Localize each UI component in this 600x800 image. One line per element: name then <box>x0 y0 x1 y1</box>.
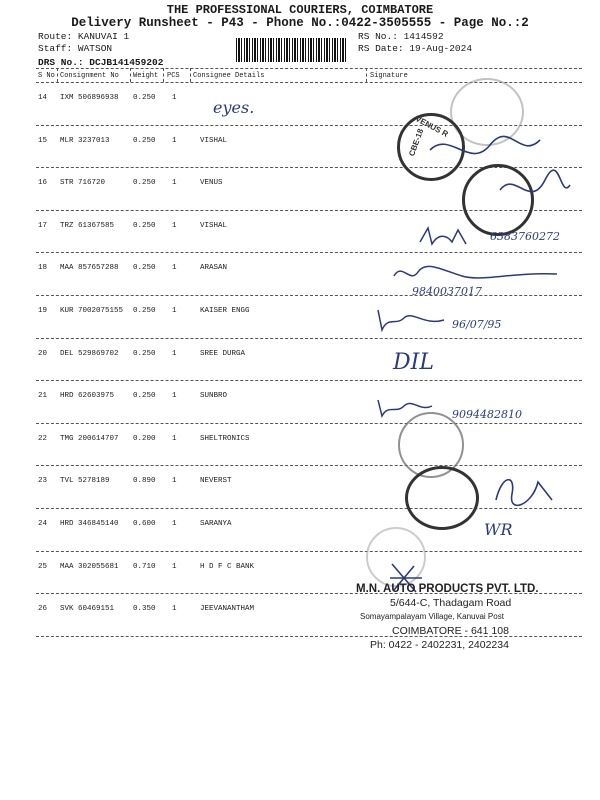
row-pcs: 1 <box>172 264 177 273</box>
row-consignee: KAISER ENGG <box>200 307 250 315</box>
row-weight: 0.350 <box>133 605 156 614</box>
initials-row20: DIL <box>393 350 434 375</box>
row-divider <box>36 252 582 253</box>
row-sno: 17 <box>38 221 48 230</box>
row-divider <box>36 338 582 339</box>
row-weight: 0.890 <box>133 477 156 486</box>
row-consignment-no: IXM 506896938 <box>60 94 119 102</box>
row-weight: 0.250 <box>133 179 156 188</box>
row-pcs: 1 <box>172 392 177 401</box>
row-pcs: 1 <box>172 562 177 571</box>
company-stamp-addr1: 5/644-C, Thadagam Road <box>390 597 512 609</box>
header-divider-top <box>36 68 582 69</box>
table-row <box>0 340 600 383</box>
row-pcs: 1 <box>172 307 177 315</box>
row-sno: 22 <box>38 434 48 443</box>
row-consignee: VENUS <box>200 179 223 188</box>
company-stamp-phone: Ph: 0422 - 2402231, 2402234 <box>370 639 509 651</box>
row-consignment-no: TMG 200614707 <box>60 434 119 443</box>
row-weight: 0.250 <box>133 264 156 273</box>
row-divider <box>36 465 582 466</box>
row-weight: 0.250 <box>133 392 156 401</box>
row-divider <box>36 423 582 424</box>
route-info <box>38 31 163 69</box>
row-weight: 0.200 <box>133 434 156 443</box>
row-sno: 20 <box>38 349 48 358</box>
row-consignment-no: MLR 3237013 <box>60 136 110 145</box>
row-consignee: JEEVANANTHAM <box>200 605 255 614</box>
row-consignment-no: MAA 857657288 <box>60 264 119 273</box>
row-pcs: 1 <box>172 179 177 188</box>
row-consignee: H D F C BANK <box>200 562 255 571</box>
row-consignment-no: KUR 7002075155 <box>60 307 124 315</box>
row-pcs: 1 <box>172 349 177 358</box>
table-row <box>0 297 600 340</box>
row-pcs: 1 <box>172 94 177 102</box>
row-consignment-no: DEL 529869702 <box>60 349 119 358</box>
row-pcs: 1 <box>172 136 177 145</box>
runsheet-header <box>0 4 600 30</box>
row-sno: 16 <box>38 179 48 188</box>
col-sep <box>57 68 58 82</box>
row-pcs: 1 <box>172 434 177 443</box>
row-sno: 14 <box>38 94 48 102</box>
row-divider <box>36 295 582 296</box>
row-sno: 24 <box>38 520 48 528</box>
row-sno: 26 <box>38 605 48 614</box>
col-pcs: PCS <box>167 72 180 80</box>
handwriting-row14: eyes. <box>213 98 255 117</box>
signature-row17 <box>418 224 498 250</box>
row-consignee: SHELTRONICS <box>200 434 250 443</box>
cbe-stamp-text: CBE-18 <box>407 127 426 158</box>
row-consignee: VISHAL <box>200 221 228 230</box>
rs-number: RS No.: 1414592 <box>358 31 444 42</box>
row-weight: 0.250 <box>133 307 156 315</box>
row-weight: 0.250 <box>133 221 156 230</box>
row-consignee: SREE DURGA <box>200 349 246 358</box>
col-weight: Weight <box>133 72 159 80</box>
rs-date: RS Date: 19-Aug-2024 <box>358 43 473 54</box>
venus-stamp-text: VENUS R <box>413 114 450 139</box>
company-title: THE PROFESSIONAL COURIERS, COIMBATORE <box>166 3 434 17</box>
row-weight: 0.250 <box>133 136 156 145</box>
row-consignee: SUNBRO <box>200 392 228 401</box>
row-sno: 19 <box>38 307 48 315</box>
company-address-stamp <box>356 582 539 652</box>
drs-number: DRS No.: DCJB141459202 <box>38 57 164 68</box>
row-pcs: 1 <box>172 477 177 486</box>
row-consignment-no: TVL 5278189 <box>60 477 110 486</box>
row-sno: 21 <box>38 392 48 401</box>
row-weight: 0.250 <box>133 349 156 358</box>
row-weight: 0.710 <box>133 562 156 571</box>
row-pcs: 1 <box>172 221 177 230</box>
row-consignee: ARASAN <box>200 264 228 273</box>
row-consignment-no: TRZ 61367585 <box>60 221 115 230</box>
row-divider <box>36 551 582 552</box>
col-signature: Signature <box>370 72 408 80</box>
company-stamp-name: M.N. AUTO PRODUCTS PVT. LTD. <box>356 583 539 595</box>
row-consignment-no: SVK 60469151 <box>60 605 115 614</box>
phone-row17: 6383760272 <box>490 230 560 243</box>
row-pcs: 1 <box>172 520 177 528</box>
row-sno: 23 <box>38 477 48 486</box>
company-stamp-city: COIMBATORE - 641 108 <box>392 625 509 637</box>
col-sep <box>130 68 131 82</box>
row-consignee: SARANYA <box>200 520 232 528</box>
row-consignment-no: STR 716720 <box>60 179 106 188</box>
row-sno: 25 <box>38 562 48 571</box>
col-sep <box>190 68 191 82</box>
row-sno: 18 <box>38 264 48 273</box>
signature-row23 <box>492 470 562 510</box>
row-weight: 0.250 <box>133 94 156 102</box>
row-consignment-no: MAA 302055681 <box>60 562 119 571</box>
runsheet-subtitle: Delivery Runsheet - P43 - Phone No.:0422-3505555 - Page No.:2 <box>71 16 529 30</box>
col-sep <box>163 68 164 82</box>
col-sno: S No <box>38 72 55 80</box>
phone-row18: 9840037017 <box>412 285 482 298</box>
barcode <box>236 38 348 62</box>
signature-row15-16 <box>420 130 580 230</box>
col-consignee: Consignee Details <box>193 72 265 80</box>
table-row <box>0 425 600 468</box>
row-weight: 0.600 <box>133 520 156 528</box>
row-sno: 15 <box>38 136 48 145</box>
signature-row21 <box>376 396 436 420</box>
row-consignment-no: HRD 346845140 <box>60 520 119 528</box>
neverst-stamp <box>405 466 479 530</box>
row-pcs: 1 <box>172 605 177 614</box>
col-sep <box>366 68 367 82</box>
initials-row24: WR <box>484 520 513 539</box>
row-consignee: VISHAL <box>200 136 228 145</box>
signature-row19 <box>374 306 454 334</box>
signature-row18 <box>392 262 562 286</box>
phone-row21: 9094482810 <box>452 408 522 421</box>
row-consignment-no: HRD 62603975 <box>60 392 115 401</box>
company-stamp-addr2: Somayampalayam Village, Kanuvai Post <box>360 612 504 621</box>
row-consignee: NEVERST <box>200 477 232 486</box>
col-consignment: Consignment No <box>60 72 119 80</box>
rs-info <box>358 31 472 55</box>
number-row19: 96/07/95 <box>452 318 502 331</box>
row-divider <box>36 380 582 381</box>
route-label: Route: KANUVAI 1 <box>38 31 130 42</box>
staff-label: Staff: WATSON <box>38 43 113 54</box>
